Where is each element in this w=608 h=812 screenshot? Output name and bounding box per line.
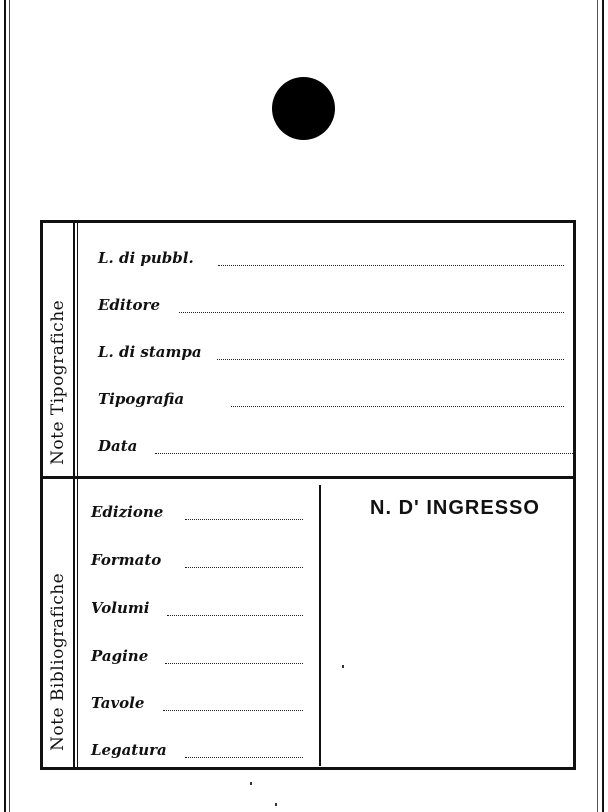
field-line-data[interactable]	[155, 453, 573, 454]
field-line-tavole[interactable]	[163, 710, 303, 711]
field-label-legatura: Legatura	[91, 741, 167, 759]
field-line-luogo-pubblicazione[interactable]	[218, 265, 564, 266]
field-label-luogo-pubblicazione: L. di pubbl.	[98, 249, 194, 267]
field-line-formato[interactable]	[185, 567, 303, 568]
typographic-notes-section	[43, 223, 573, 479]
field-label-pagine: Pagine	[91, 647, 149, 665]
left-card-inner-edge	[9, 0, 10, 812]
right-card-edge	[602, 0, 604, 812]
left-card-edge	[4, 0, 6, 812]
field-line-legatura[interactable]	[185, 757, 303, 758]
section-vertical-rule	[73, 479, 78, 767]
field-line-edizione[interactable]	[185, 519, 303, 520]
paper-speck	[342, 665, 344, 668]
field-label-tipografia: Tipografia	[98, 390, 185, 408]
paper-speck	[275, 803, 277, 806]
punch-hole	[272, 77, 335, 140]
field-label-formato: Formato	[91, 551, 162, 569]
field-label-tavole: Tavole	[91, 694, 145, 712]
field-label-edizione: Edizione	[91, 503, 164, 521]
field-line-volumi[interactable]	[167, 615, 303, 616]
field-line-luogo-stampa[interactable]	[217, 359, 564, 360]
field-line-tipografia[interactable]	[231, 406, 564, 407]
field-label-luogo-stampa: L. di stampa	[98, 343, 202, 361]
catalog-card-form	[40, 220, 576, 770]
ingresso-divider	[319, 485, 321, 766]
paper-speck	[250, 782, 252, 785]
ingresso-number-label: N. D' INGRESSO	[370, 497, 540, 519]
field-label-data: Data	[98, 437, 138, 455]
bibliographic-notes-title: Note Bibliografiche	[48, 572, 68, 751]
field-label-editore: Editore	[98, 296, 160, 314]
field-line-pagine[interactable]	[165, 663, 303, 664]
typographic-notes-title: Note Tipografiche	[48, 299, 68, 465]
field-label-volumi: Volumi	[91, 599, 150, 617]
section-vertical-rule	[73, 223, 78, 476]
bibliographic-notes-section	[43, 479, 573, 767]
field-line-editore[interactable]	[179, 312, 564, 313]
right-card-inner-edge	[597, 0, 598, 812]
